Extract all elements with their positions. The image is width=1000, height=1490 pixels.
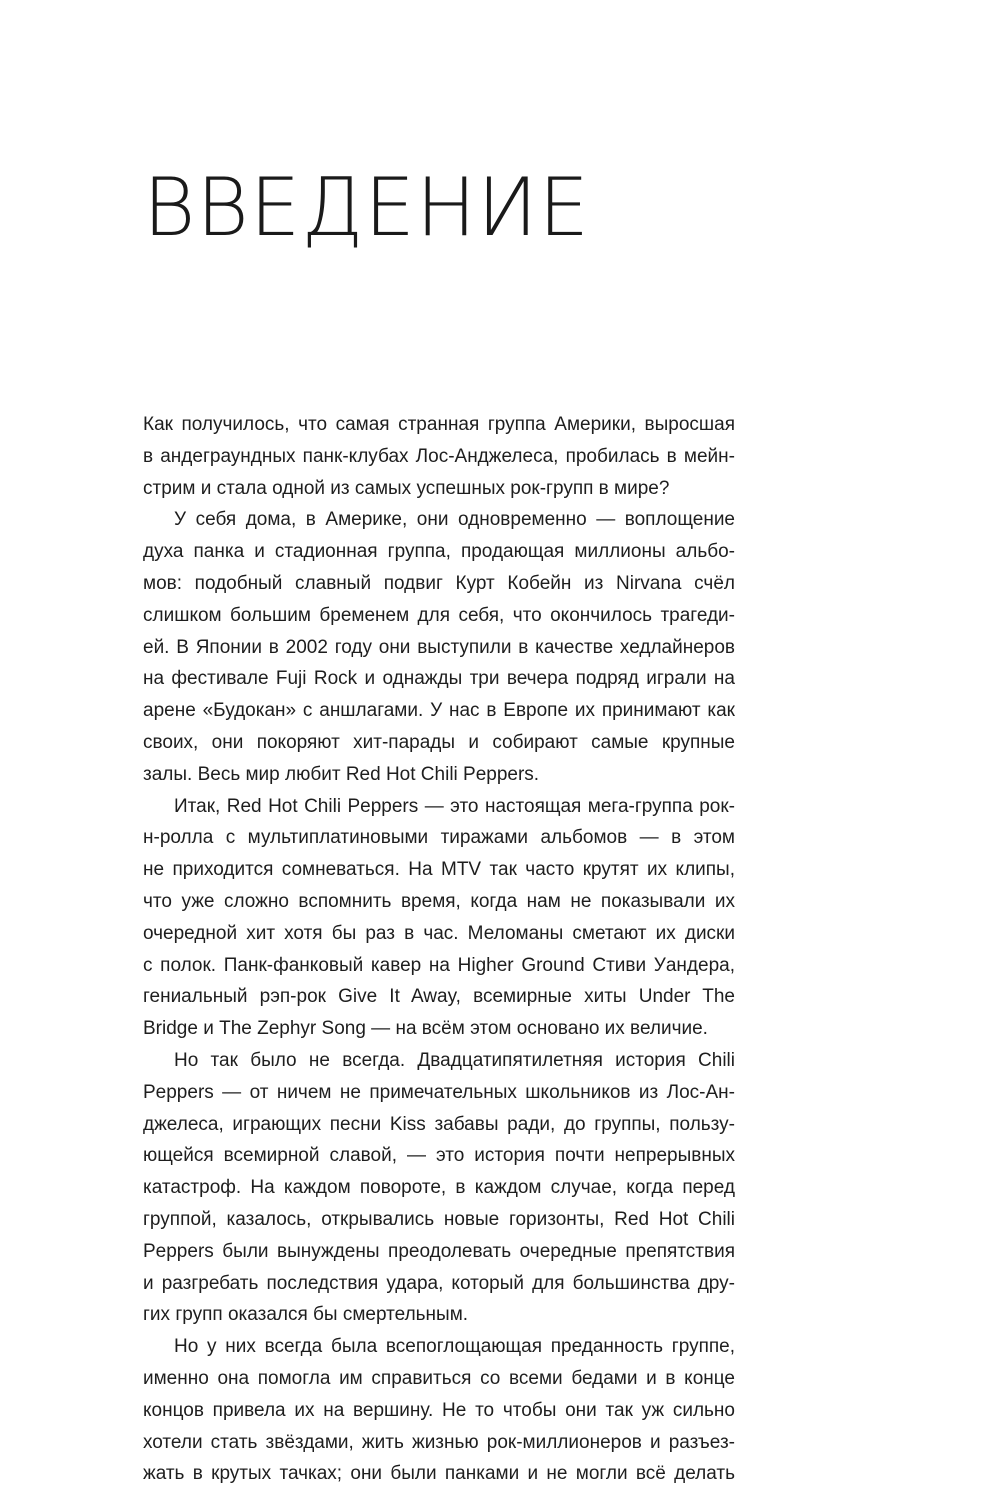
paragraph-4-line-3: джелеса, играющих песни Kiss забавы ради, до группы, пользу- bbox=[143, 1113, 735, 1135]
paragraph-2-line-8: своих, они покоряют хит-парады и собирают самые крупные bbox=[143, 731, 735, 753]
paragraph-4-line-2: Peppers — от ничем не примечательных школьников из Лос-Ан- bbox=[143, 1081, 735, 1103]
paragraph-3-line-1: Итак, Red Hot Chili Peppers — это настоящая мега-группа рок- bbox=[174, 795, 735, 817]
paragraph-5-line-5: жать в крутых тачках; они были панками и не могли всё делать bbox=[143, 1463, 735, 1485]
paragraph-4-line-4: ющейся всемирной славой, — это история почти непрерывных bbox=[143, 1145, 735, 1167]
paragraph-5-line-3: концов привела их на вершину. Не то чтобы они так уж сильно bbox=[143, 1399, 735, 1421]
paragraph-3-line-6: с полок. Панк-фанковый кавер на Higher Ground Стиви Уандера, bbox=[143, 954, 735, 976]
paragraph-3-line-5: очередной хит хотя бы раз в час. Меломаны сметают их диски bbox=[143, 922, 735, 944]
paragraph-1-line-1: Как получилось, что самая странная группа Америки, выросшая bbox=[143, 414, 735, 435]
paragraph-2-line-4: слишком большим бременем для себя, что окончилось трагеди- bbox=[143, 604, 735, 626]
paragraph-4-line-7: Peppers были вынуждены преодолевать очередные препятствия bbox=[143, 1240, 735, 1262]
chapter-body-text bbox=[143, 409, 735, 1490]
paragraph-2-line-9: залы. Весь мир любит Red Hot Chili Peppers. bbox=[143, 763, 540, 785]
paragraph-2-line-7: арене «Будокан» с аншлагами. У нас в Европе их принимают как bbox=[143, 700, 735, 722]
paragraph-5-line-1: Но у них всегда была всепоглощающая преданность группе, bbox=[174, 1336, 735, 1358]
paragraph-3-line-8: Bridge и The Zephyr Song — на всём этом основано их величие. bbox=[143, 1018, 708, 1040]
paragraph-2-line-2: духа панка и стадионная группа, продающая миллионы альбо- bbox=[143, 541, 735, 563]
paragraph-2-line-1: У себя дома, в Америке, они одновременно — воплощение bbox=[174, 509, 735, 531]
paragraph-5-line-2: именно она помогла им справиться со всеми бедами и в конце bbox=[143, 1367, 735, 1389]
paragraph-1-line-2: в андеграундных панк-клубах Лос-Анджелеса, пробилась в мейн- bbox=[143, 445, 735, 467]
paragraph-2-line-5: ей. В Японии в 2002 году они выступили в качестве хедлайнеров bbox=[143, 636, 735, 658]
paragraph-2-line-3: мов: подобный славный подвиг Курт Кобейн из Nirvana счёл bbox=[143, 572, 735, 594]
paragraph-3-line-4: что уже сложно вспомнить время, когда нам не показывали их bbox=[143, 890, 735, 912]
paragraph-4-line-8: и разгребать последствия удара, который для большинства дру- bbox=[143, 1272, 735, 1294]
paragraph-2-line-6: на фестивале Fuji Rock и однажды три вечера подряд играли на bbox=[143, 668, 735, 690]
paragraph-1-line-3: стрим и стала одной из самых успешных рок-групп в мире? bbox=[143, 477, 670, 499]
paragraph-3-line-7: гениальный рэп-рок Give It Away, всемирные хиты Under The bbox=[143, 986, 735, 1008]
paragraph-3-line-2: н-ролла с мультиплатиновыми тиражами альбомов — в этом bbox=[143, 827, 735, 849]
paragraph-4-line-1: Но так было не всегда. Двадцатипятилетняя история Chili bbox=[174, 1049, 735, 1071]
paragraph-4-line-9: гих групп оказался бы смертельным. bbox=[143, 1304, 469, 1326]
paragraph-4-line-5: катастроф. На каждом повороте, в каждом случае, когда перед bbox=[143, 1177, 735, 1199]
paragraph-3-line-3: не приходится сомневаться. На MTV так часто крутят их клипы, bbox=[143, 859, 735, 881]
chapter-title: ВВЕДЕНИЕ bbox=[143, 161, 591, 254]
paragraph-5-line-4: хотели стать звёздами, жить жизнью рок-миллионеров и разъез- bbox=[143, 1431, 735, 1453]
paragraph-4-line-6: группой, казалось, открывались новые горизонты, Red Hot Chili bbox=[143, 1208, 735, 1230]
